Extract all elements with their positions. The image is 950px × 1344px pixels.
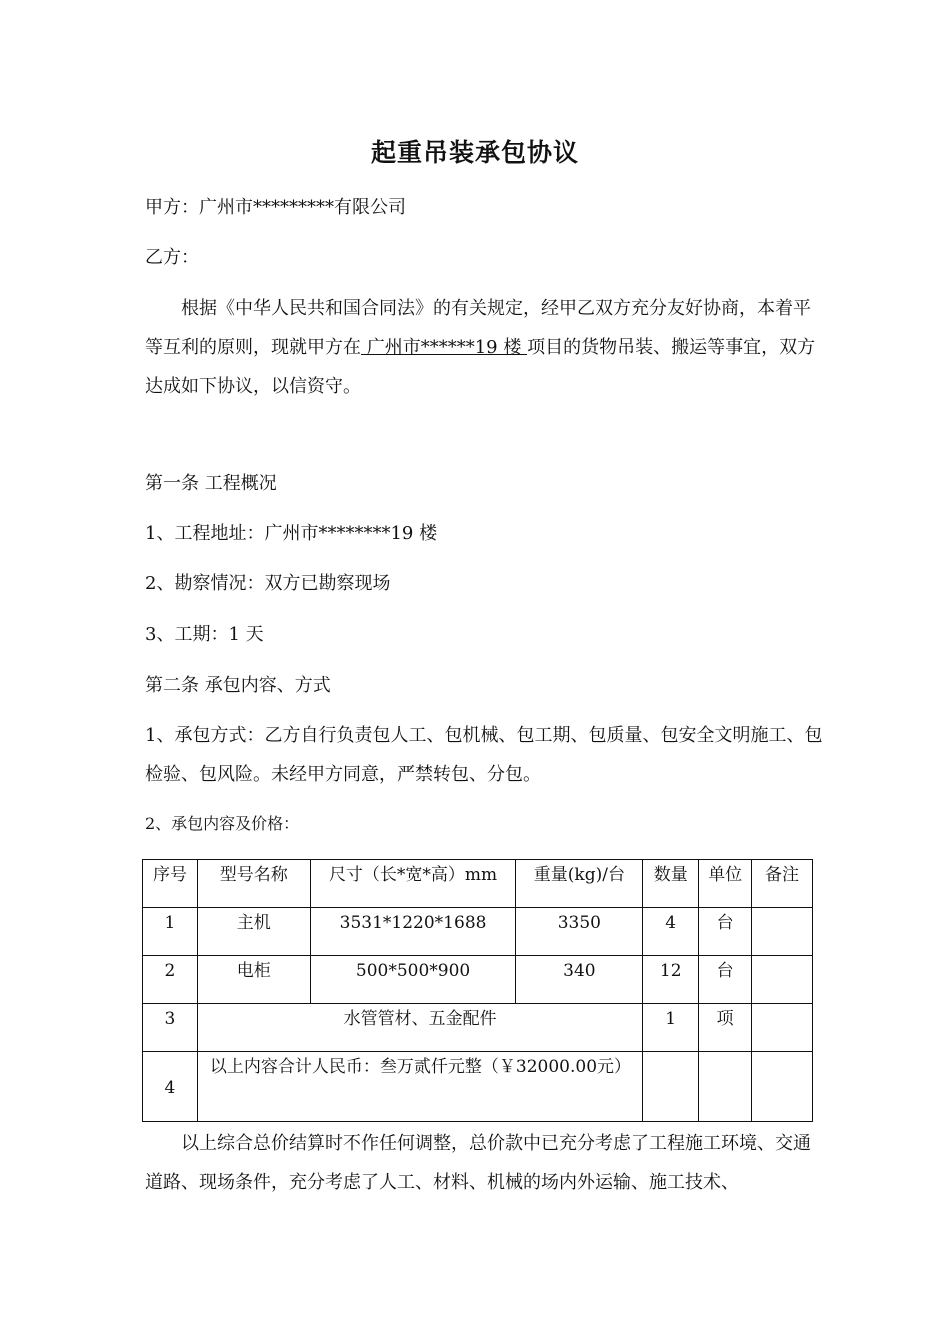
- table-cell: 电柜: [197, 956, 310, 1004]
- article1-item-duration: 3、工期：1 天: [145, 624, 264, 645]
- article1-item-survey: 2、勘察情况：双方已勘察现场: [145, 573, 391, 594]
- table-cell: [752, 908, 813, 956]
- table-cell: 3531*1220*1688: [310, 908, 516, 956]
- table-cell: 12: [643, 956, 699, 1004]
- header-cell: 备注: [752, 860, 813, 908]
- table-cell: 3350: [516, 908, 643, 956]
- table-cell: [752, 1052, 813, 1122]
- table-cell: 4: [643, 908, 699, 956]
- price-table: [142, 859, 813, 1122]
- table-cell: 340: [516, 956, 643, 1004]
- header-cell: 序号: [143, 860, 198, 908]
- article1-heading: 第一条 工程概况: [145, 473, 277, 494]
- header-cell: 尺寸（长*宽*高）mm: [310, 860, 516, 908]
- article2-item-content: 2、承包内容及价格：: [145, 814, 300, 833]
- table-cell: 台: [699, 956, 752, 1004]
- article1-item-address: 1、工程地址：广州市********19 楼: [145, 523, 438, 544]
- header-cell: 数量: [643, 860, 699, 908]
- table-row-total: [143, 1052, 813, 1122]
- table-cell: [643, 1052, 699, 1122]
- table-row: [143, 956, 813, 1004]
- total-amount-cell: 以上内容合计人民币：叁万贰仟元整（￥32000.00元）: [197, 1052, 642, 1122]
- intro-paragraph: [145, 289, 825, 406]
- table-cell: 2: [143, 956, 198, 1004]
- table-cell: [699, 1052, 752, 1122]
- header-cell: 单位: [699, 860, 752, 908]
- table-cell: 3: [143, 1004, 198, 1052]
- table-cell: 1: [643, 1004, 699, 1052]
- article2-heading: 第二条 承包内容、方式: [145, 675, 331, 696]
- closing-paragraph: [145, 1124, 825, 1202]
- table-cell: 台: [699, 908, 752, 956]
- table-cell: 主机: [197, 908, 310, 956]
- table-cell: 项: [699, 1004, 752, 1052]
- intro-text-1: 根据《中华人民共和国合同法》的有关规定，经甲乙双方充分友好协商，本着平等互利的原则，现就甲方在: [145, 298, 811, 358]
- table-cell: [752, 1004, 813, 1052]
- table-cell: [752, 956, 813, 1004]
- party-a: 甲方：广州市*********有限公司: [145, 197, 406, 218]
- intro-text-2: 项目的货物吊装、搬运等事宜，双方达成如下协议，以信资守。: [145, 337, 816, 397]
- table-cell: 500*500*900: [310, 956, 516, 1004]
- party-b: 乙方：: [145, 247, 199, 268]
- table-cell-merged: 水管管材、五金配件: [197, 1004, 642, 1052]
- table-row: [143, 1004, 813, 1052]
- table-header-row: [143, 860, 813, 908]
- table-cell: 1: [143, 908, 198, 956]
- document-title: 起重吊装承包协议: [370, 138, 579, 167]
- table-cell: 4: [143, 1052, 198, 1122]
- project-location: 广州市******19 楼: [361, 337, 528, 358]
- header-cell: 重量(kg)/台: [516, 860, 643, 908]
- closing-text: 以上综合总价结算时不作任何调整，总价款中已充分考虑了工程施工环境、交通道路、现场条件，充分考虑了人工、材料、机械的场内外运输、施工技术、: [145, 1133, 811, 1193]
- article2-item-method: 1、承包方式：乙方自行负责包人工、包机械、包工期、包质量、包安全文明施工、包检验、包风险。未经甲方同意，严禁转包、分包。: [145, 725, 823, 785]
- header-cell: 型号名称: [197, 860, 310, 908]
- table-row: [143, 908, 813, 956]
